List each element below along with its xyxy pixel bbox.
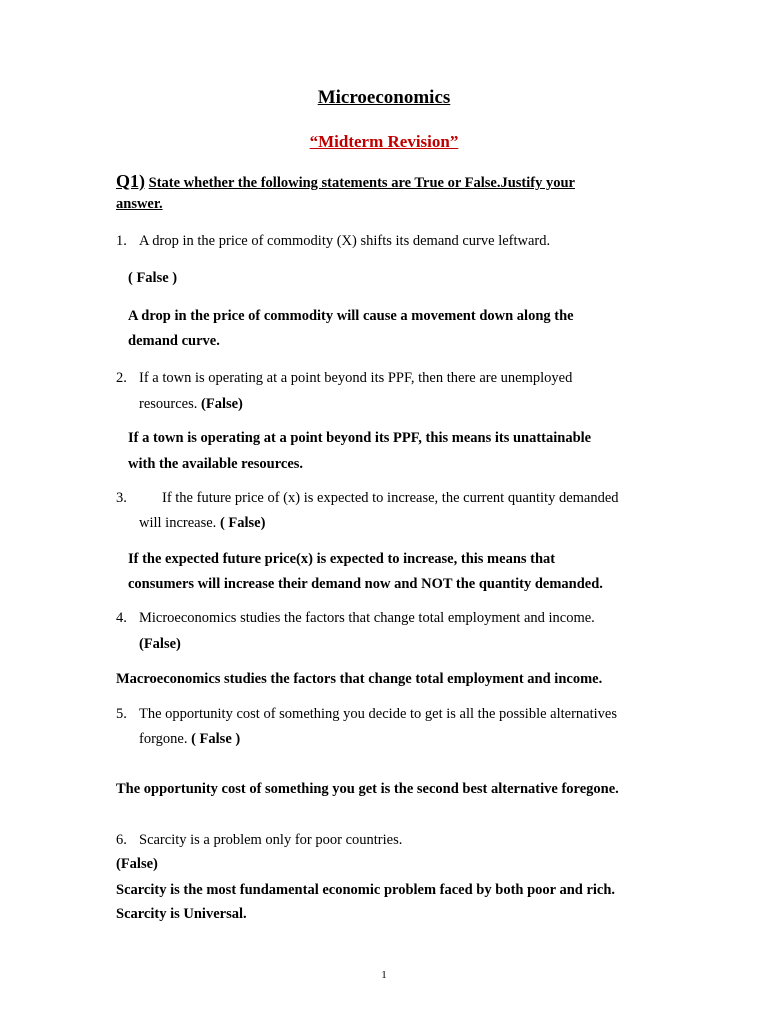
item-6-justification-line2: Scarcity is Universal. bbox=[116, 906, 247, 922]
item-2-justification-line2: with the available resources. bbox=[128, 456, 304, 472]
item-2-justification-line1: If a town is operating at a point beyond its PPF, this means its unattainable bbox=[128, 430, 592, 446]
document-subtitle: “Midterm Revision” bbox=[309, 132, 459, 151]
item-5-statement-line2 bbox=[139, 730, 240, 748]
item-3-justification-line2: consumers will increase their demand now and NOT the quantity demanded. bbox=[128, 576, 603, 592]
item-5-justification: The opportunity cost of something you get is the second best alternative foregone. bbox=[116, 781, 619, 797]
item-3-verdict: ( False) bbox=[219, 515, 266, 531]
question-text-line2: answer. bbox=[116, 196, 163, 212]
item-1-justification-line1: A drop in the price of commodity will cause a movement down along the bbox=[128, 308, 574, 324]
item-3-statement-end: will increase. bbox=[139, 515, 217, 531]
item-6-verdict: (False) bbox=[116, 856, 158, 872]
item-6-statement: Scarcity is a problem only for poor countries. bbox=[139, 832, 403, 848]
question-text-line1: State whether the following statements are True or False.Justify your bbox=[148, 175, 575, 191]
item-6-justification-line1: Scarcity is the most fundamental economic problem faced by both poor and rich. bbox=[116, 882, 616, 898]
item-2-statement-end: resources. bbox=[139, 396, 198, 412]
item-5-number: 5. bbox=[116, 706, 127, 722]
page-number: 1 bbox=[381, 969, 387, 981]
item-1-verdict: ( False ) bbox=[128, 270, 178, 286]
item-5-statement-end: forgone. bbox=[139, 731, 188, 747]
item-1-number: 1. bbox=[116, 233, 127, 249]
item-4-justification: Macroeconomics studies the factors that change total employment and income. bbox=[116, 671, 603, 687]
item-2-statement-line1: If a town is operating at a point beyond its PPF, then there are unemployed bbox=[139, 370, 573, 386]
item-2-statement-line2 bbox=[139, 395, 243, 413]
item-4-number: 4. bbox=[116, 610, 127, 626]
question-number: Q1) bbox=[116, 171, 145, 191]
item-1-statement: A drop in the price of commodity (X) shifts its demand curve leftward. bbox=[139, 233, 551, 249]
item-5-statement-line1: The opportunity cost of something you decide to get is all the possible alternatives bbox=[139, 706, 617, 722]
item-4-statement: Microeconomics studies the factors that change total employment and income. bbox=[139, 610, 595, 626]
item-3-justification-line1: If the expected future price(x) is expected to increase, this means that bbox=[128, 551, 556, 567]
item-1-justification-line2: demand curve. bbox=[128, 333, 220, 349]
question-heading bbox=[116, 172, 575, 192]
item-2-number: 2. bbox=[116, 370, 127, 386]
item-5-verdict: ( False ) bbox=[191, 731, 241, 747]
item-2-verdict: (False) bbox=[201, 396, 243, 412]
item-3-statement-line2 bbox=[139, 514, 265, 532]
item-3-number: 3. bbox=[116, 490, 127, 506]
document-title: Microeconomics bbox=[317, 87, 451, 108]
item-3-statement-line1: If the future price of (x) is expected to increase, the current quantity demanded bbox=[162, 490, 619, 506]
item-4-verdict: (False) bbox=[139, 636, 181, 652]
item-6-number: 6. bbox=[116, 832, 127, 848]
